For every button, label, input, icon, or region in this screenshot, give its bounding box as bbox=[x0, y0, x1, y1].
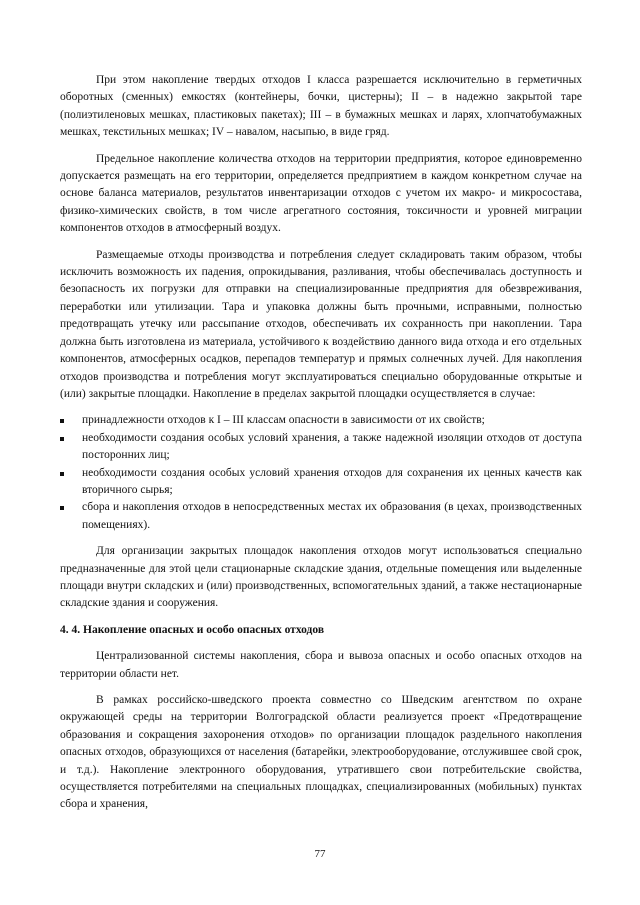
closed-site-conditions-list bbox=[60, 412, 582, 534]
list-item bbox=[60, 430, 582, 465]
list-item-text: необходимости создания особых условий хранения, а также надежной изоляции отходов от доступа посторонних лиц; bbox=[82, 431, 582, 462]
document-page bbox=[60, 72, 582, 823]
page-number: 77 bbox=[314, 848, 326, 860]
paragraph-no-central-system: Централизованной системы накопления, сбора и вывоза опасных и особо опасных отходов на территории области нет. bbox=[60, 650, 582, 680]
paragraph-accumulation-limit: Предельное накопление количества отходов на территории предприятия, которое единовременно допускается размещать на его территории, определяется предприятием в каждом конкретном случае на основе баланса материалов, результатов инвентаризации отходов с учетом их макро- и микросостава, физико-химических свойств, в том числе агрегатного состояния, токсичности и уровней миграции компонентов отходов в атмосферный воздух. bbox=[60, 152, 582, 235]
bullet-icon bbox=[60, 472, 64, 476]
list-item bbox=[60, 412, 582, 429]
paragraph-closed-sites: Для организации закрытых площадок накопления отходов могут использоваться специально предназначенные для этой цели стационарные складские здания, отдельные помещения или выделенные площади внутри складских и (или) производственных, вспомогательных зданий, а также нестационарные складские здания и сооружения. bbox=[60, 545, 582, 610]
bullet-icon bbox=[60, 506, 64, 510]
paragraph-waste-classes: При этом накопление твердых отходов I класса разрешается исключительно в герметичных оборотных (сменных) емкостях (контейнеры, бочки, цистерны); II – в надежно закрытой таре (полиэтиленовых мешках, пластиковых пакетах); III – в бумажных мешках и ларях, хлопчатобумажных мешках, текстильных мешках; IV – навалом, насыпью, в виде гряд. bbox=[60, 74, 582, 139]
list-item bbox=[60, 465, 582, 500]
paragraph-storage-requirements: Размещаемые отходы производства и потребления следует складировать таким образом, чтобы исключить возможность их падения, опрокидывания, разливания, чтобы обеспечивалась доступность и безопасность их погрузки для отправки на специализированные предприятия для обезвреживания, переработки или утилизации. Тара и упаковка должны быть прочными, исправными, полностью предотвращать утечку или рассыпание отходов, обеспечивать их сохранность при накоплении. Тара должна быть изготовлена из материала, устойчивого к воздействию данного вида отхода и его отдельных компонентов, атмосферных осадков, перепадов температур и прямых солнечных лучей. Для накопления отходов производства и потребления могут эксплуатироваться специально оборудованные открытые и (или) закрытые площадки. Накопление в пределах закрытой площадки осуществляется в случае: bbox=[60, 248, 582, 400]
section-heading: 4. 4. Накопление опасных и особо опасных отходов bbox=[60, 623, 325, 636]
bullet-icon bbox=[60, 437, 64, 441]
list-item-text: необходимости создания особых условий хранения отходов для сохранения их ценных качеств как вторичного сырья; bbox=[82, 466, 582, 496]
bullet-icon bbox=[60, 419, 64, 423]
list-item bbox=[60, 499, 582, 534]
list-item-text: принадлежности отходов к I – III классам опасности в зависимости от их свойств; bbox=[82, 414, 485, 427]
paragraph-swedish-project: В рамках российско-шведского проекта совместно со Шведским агентством по охране окружающей среды на территории Волгоградской области реализуется проект «Предотвращение образования и сокращения захоронения отходов» по организации площадок раздельного накопления опасных отходов, образующихся от населения (батарейки, электрооборудование, отслужившее свой срок, и т.д.). Накопление электронного оборудования, утратившего свои потребительские свойства, осуществляется потребителями на специальных площадках, специализированных (мобильных) пунктах сбора и хранения, bbox=[60, 694, 582, 811]
list-item-text: сбора и накопления отходов в непосредственных местах их образования (в цехах, производственных помещениях). bbox=[82, 501, 582, 531]
